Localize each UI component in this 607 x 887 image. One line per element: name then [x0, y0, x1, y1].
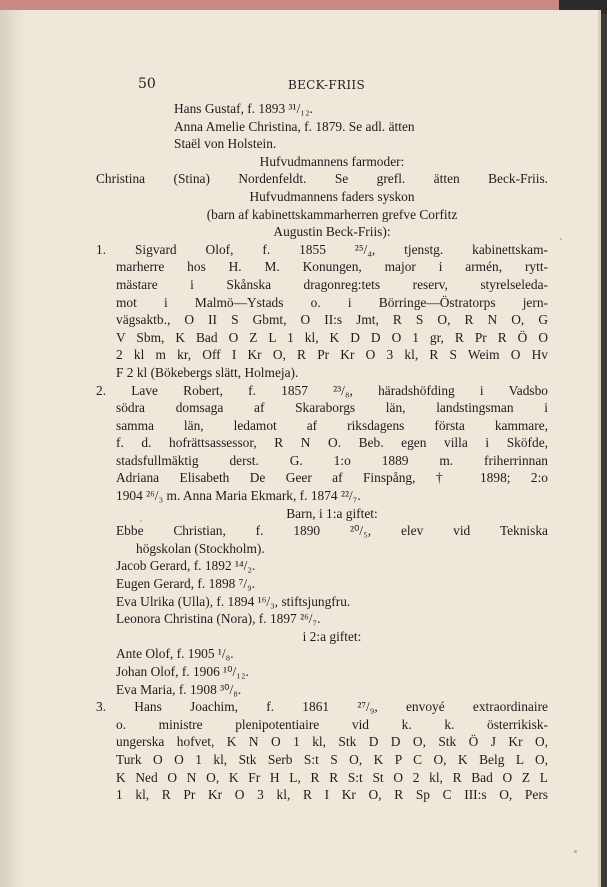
- text-line: marherre hos H. M. Konungen, major i armén, rytt-: [116, 259, 548, 275]
- text-line: 3. Hans Joachim, f. 1861 ²⁷/₉, envoyé extraordinaire: [96, 699, 548, 715]
- text-line: 2. Lave Robert, f. 1857 ²³/₈, häradshöfding i Vadsbo: [96, 382, 548, 398]
- running-header: BECK-FRIIS: [288, 78, 365, 92]
- text-line: 2 kl m kr, Off I Kr O, R Pr Kr O 3 kl, R S Weim O Hv: [116, 347, 548, 363]
- page-number: 50: [138, 76, 156, 92]
- text-line: V Sbm, K Bad O Z L 1 kl, K D D O 1 gr, R Pr R Ö O: [116, 329, 548, 345]
- text-line: F 2 kl (Bökebergs slätt, Holmeja).: [116, 364, 299, 380]
- text-line: Adriana Elisabeth De Geer af Finspång, † 1898; 2:o: [116, 470, 548, 486]
- text-line: Leonora Christina (Nora), f. 1897 ²⁶/₇.: [116, 611, 321, 627]
- text-line: Ebbe Christian, f. 1890 ²⁰/₅, elev vid Tekniska: [116, 523, 548, 539]
- text-line: Eugen Gerard, f. 1898 ⁷/₉.: [116, 576, 256, 592]
- text-line: 1 kl, R Pr Kr O 3 kl, R I Kr O, R Sp C III:s O, Pers: [116, 787, 548, 803]
- text-line: 1904 ²⁶/₃ m. Anna Maria Ekmark, f. 1874 ²²/₇.: [116, 488, 361, 504]
- paper-speck: [574, 850, 577, 853]
- text-line: Christina (Stina) Nordenfeldt. Se grefl. ätten Beck-Friis.: [96, 171, 548, 187]
- page-body: [96, 100, 548, 804]
- text-line: vägsaktb., O II S Gbmt, O II:s Jmt, R S O, R N O, G: [116, 312, 548, 328]
- section-heading: Barn, i 1:a giftet:: [286, 505, 378, 521]
- page-gutter: [0, 10, 26, 887]
- text-line: K Ned O N O, K Fr H L, R R S:t St O 2 kl, R Bad O Z L: [116, 769, 548, 785]
- text-line: o. ministre plenipotentiaire vid k. k. österrikisk-: [116, 716, 548, 732]
- text-line: Augustin Beck-Friis):: [273, 224, 391, 240]
- text-line: ungerska hofvet, K N O 1 kl, Stk D D O, Stk Ö J Kr O,: [116, 734, 548, 750]
- text-line: Johan Olof, f. 1906 ¹⁰/₁₂.: [116, 664, 249, 679]
- text-line: 1. Sigvard Olof, f. 1855 ²⁵/₄, tjenstg. kabinettskam-: [96, 241, 548, 257]
- section-heading: i 2:a giftet:: [302, 628, 362, 644]
- text-line: Anna Amelie Christina, f. 1879. Se adl. ätten: [174, 118, 415, 134]
- text-line: högskolan (Stockholm).: [136, 540, 265, 556]
- section-heading: Hufvudmannens farmoder:: [259, 153, 405, 169]
- text-line: södra domsaga af Skaraborgs län, landstingsman i: [116, 400, 548, 416]
- text-line: f. d. hofrättsassessor, R N O. Beb. egen villa i Sköfde,: [116, 435, 548, 451]
- text-line: mot i Malmö—Ystads o. i Börringe—Östratorps jern-: [116, 294, 548, 310]
- text-line: (barn af kabinettskammarherren grefve Corfitz: [206, 206, 458, 222]
- text-line: samma län, ledamot af riksdagens första kammare,: [116, 417, 548, 433]
- paper-speck: [140, 520, 142, 522]
- paper-speck: [560, 238, 562, 240]
- text-line: Hans Gustaf, f. 1893 ³¹/₁₂.: [174, 101, 313, 116]
- text-line: Jacob Gerard, f. 1892 ¹⁴/₂.: [116, 558, 256, 574]
- text-line: Ante Olof, f. 1905 ¹/₈.: [116, 646, 234, 662]
- text-line: Turk O O 1 kl, Stk Serb S:t S O, K P C O, K Belg L O,: [116, 751, 548, 767]
- text-line: Staël von Holstein.: [174, 136, 277, 152]
- text-line: stadsfullmäktig derst. G. 1:o 1889 m. friherrinnan: [116, 452, 548, 468]
- text-line: Eva Maria, f. 1908 ³⁰/₈.: [116, 681, 242, 697]
- section-heading: Hufvudmannens faders syskon: [249, 188, 415, 204]
- text-line: mästare i Skånska dragonreg:tets reserv, styrelseleda-: [116, 276, 548, 292]
- text-line: Eva Ulrika (Ulla), f. 1894 ¹⁶/₃, stiftsjungfru.: [116, 593, 351, 609]
